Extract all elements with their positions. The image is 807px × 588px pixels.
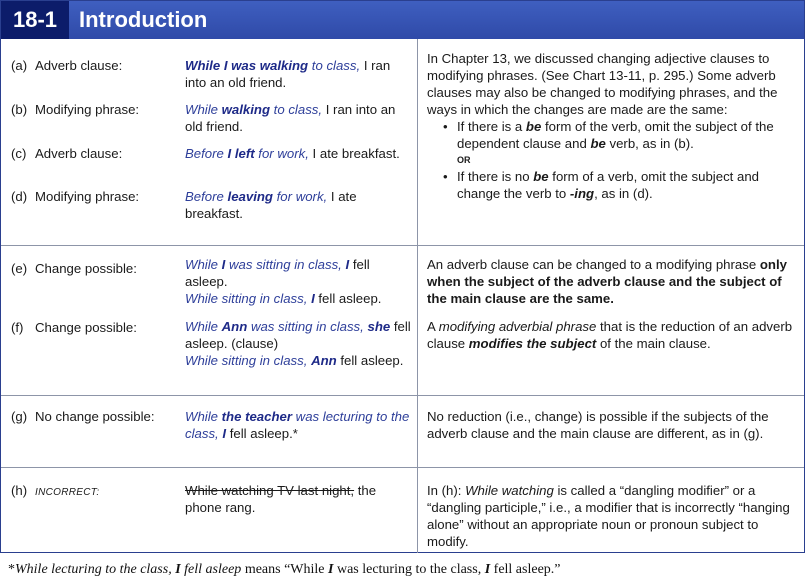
rule-bullet-be: • If there is a be form of the verb, omit the subject of the dependent clause and be verb, as in (b).	[443, 119, 774, 151]
example-h-sentence: While watching TV last night, the phone rang.	[185, 483, 377, 515]
example-g-label: (g) No change possible:	[11, 409, 155, 424]
or-label: OR	[457, 155, 471, 165]
example-f-sentence: While Ann was sitting in class, she fell asleep. (clause) While sitting in class, Ann fell asleep.	[185, 319, 411, 368]
explanation-no-reduction: No reduction (i.e., change) is possible if the subjects of the adverb clause and the main clause are different, as in (g).	[427, 409, 769, 441]
footnote: *While lecturing to the class, I fell asleep means “While I was lecturing to the class, I fell asleep.”	[8, 562, 561, 577]
example-a-label: (a) Adverb clause:	[11, 58, 123, 73]
explanation-modifies-subject: A modifying adverbial phrase that is the reduction of an adverb clause modifies the subject of the main clause.	[427, 319, 793, 351]
rule-bullet-no-be: • If there is no be form of a verb, omit the subject and change the verb to -ing, as in (d).	[443, 169, 759, 201]
example-e-label: (e) Change possible:	[11, 261, 137, 276]
example-a-sentence: While I was walking to class, I ran into an old friend.	[185, 58, 391, 90]
explanation-dangling-modifier: In (h): While watching is called a “dangling modifier” or a “dangling participle,” i.e., a modifier that is incorrectly “hanging alone” without an appropriate noun or pronoun subject to modify.	[427, 483, 790, 549]
explanation-same-subject: An adverb clause can be changed to a modifying phrase only when the subject of the adverb clause and the subject of the main clause are the same.	[427, 257, 787, 306]
example-b-sentence: While walking to class, I ran into an old friend.	[185, 102, 396, 134]
example-b-label: (b) Modifying phrase:	[11, 102, 140, 117]
example-e-sentence: While I was sitting in class, I fell asleep. While sitting in class, I fell asleep.	[185, 257, 382, 306]
example-g-sentence: While the teacher was lecturing to the class, I fell asleep.*	[185, 409, 410, 441]
example-d-sentence: Before leaving for work, I ate breakfast.	[185, 189, 357, 221]
example-h-label: (h) INCORRECT:	[11, 483, 100, 498]
chart-number: 18-1	[1, 1, 69, 39]
example-f-label: (f) Change possible:	[11, 320, 137, 335]
chart-header	[1, 1, 804, 39]
example-c-label: (c) Adverb clause:	[11, 146, 123, 161]
explanation-intro: In Chapter 13, we discussed changing adjective clauses to modifying phrases. (See Chart 13-11, p. 295.) Some adverb clauses may also be changed to modifying phrases, and the ways in which the changes are made are the same: • If there is a be form of the verb, omit the subject of the dependent clause and be verb, as in (b). OR • If there is no be form of a verb, omit the subject and change the verb to -ing, as in (d).	[427, 50, 799, 202]
chart-title: Introduction	[79, 7, 208, 32]
example-c-sentence: Before I left for work, I ate breakfast.	[185, 146, 400, 161]
example-d-label: (d) Modifying phrase:	[11, 189, 140, 204]
